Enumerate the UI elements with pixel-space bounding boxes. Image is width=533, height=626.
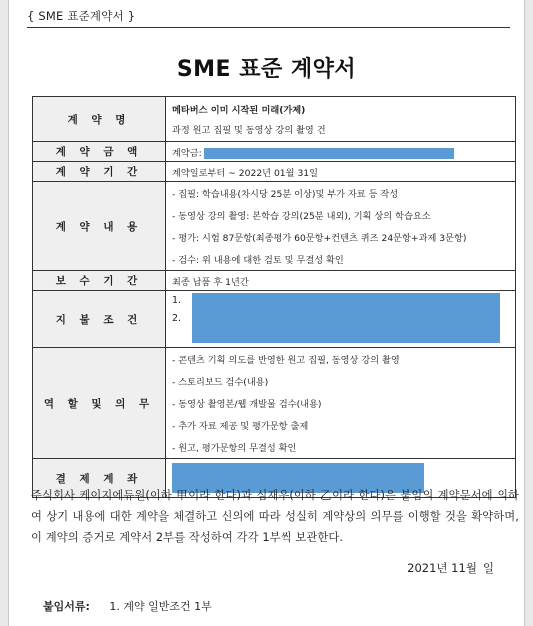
role-item: - 콘텐츠 기획 의도를 반영한 원고 집필, 동영상 강의 촬영 bbox=[172, 355, 400, 366]
label-contract-amount: 계 약 금 액 bbox=[33, 142, 166, 162]
contract-table bbox=[32, 96, 516, 498]
role-item: - 스토리보드 검수(내용) bbox=[172, 377, 269, 388]
payment-redaction bbox=[192, 293, 500, 343]
attachments-label: 붙임서류: bbox=[43, 600, 90, 613]
role-item: - 동영상 촬영본/웹 개발물 검수(내용) bbox=[172, 399, 322, 410]
value-roles bbox=[166, 348, 516, 459]
content-item: - 평가: 시험 87문항(최종평가 60문항+컨텐츠 퀴즈 24문항+과제 3문항) bbox=[172, 233, 467, 244]
value-reward-period: 최종 납품 후 1년간 bbox=[166, 271, 516, 291]
contract-name-line2: 과정 원고 집필 및 동영상 강의 촬영 건 bbox=[172, 125, 326, 136]
label-contract-name: 계 약 명 bbox=[33, 97, 166, 142]
document-page bbox=[8, 0, 525, 626]
value-contract-amount bbox=[166, 142, 516, 162]
attachments-value: 1. 계약 일반조건 1부 bbox=[109, 600, 212, 613]
amount-redaction bbox=[204, 148, 454, 159]
value-payment-terms bbox=[166, 291, 516, 348]
contract-name-line1: 메타버스 이미 시작된 미래(가제) bbox=[172, 105, 306, 116]
row-contract-content bbox=[33, 182, 516, 271]
content-item: - 집필: 학습내용(차시당 25분 이상)및 부가 자료 등 작성 bbox=[172, 189, 399, 200]
label-roles: 역 할 및 의 무 bbox=[33, 348, 166, 459]
label-contract-period: 계 약 기 간 bbox=[33, 162, 166, 182]
payment-number-2: 2. bbox=[172, 313, 182, 324]
role-item: - 원고, 평가문항의 무결성 확인 bbox=[172, 443, 297, 454]
row-contract-name bbox=[33, 97, 516, 142]
row-roles bbox=[33, 348, 516, 459]
header-divider bbox=[27, 27, 510, 28]
value-contract-name bbox=[166, 97, 516, 142]
signing-date: 2021년 11월 일 bbox=[407, 561, 494, 575]
attachments bbox=[43, 598, 212, 614]
row-contract-period bbox=[33, 162, 516, 182]
row-reward-period bbox=[33, 271, 516, 291]
label-reward-period: 보 수 기 간 bbox=[33, 271, 166, 291]
label-payment-terms: 지 불 조 건 bbox=[33, 291, 166, 348]
value-contract-content bbox=[166, 182, 516, 271]
doc-category-tag: { SME 표준계약서 } bbox=[27, 9, 136, 23]
label-payment-account: 결 제 계 좌 bbox=[33, 459, 166, 498]
row-contract-amount bbox=[33, 142, 516, 162]
label-contract-content: 계 약 내 용 bbox=[33, 182, 166, 271]
value-contract-period: 계약일로부터 ~ 2022년 01월 31일 bbox=[166, 162, 516, 182]
amount-prefix: 계약금: bbox=[172, 147, 202, 159]
content-item: - 검수: 위 내용에 대한 검토 및 무결성 확인 bbox=[172, 255, 344, 266]
row-payment-terms bbox=[33, 291, 516, 348]
agreement-paragraph: 주식회사 케이지에듀원(이하 甲이라 한다)과 심재우(이하 乙이라 한다)은 붙임의 계약문서에 의하여 상기 내용에 대한 계약을 체결하고 신의에 따라 성실히 계약상의 의무를 이행할 것을 확약하며, 이 계약의 증거로 계약서 2부를 작성하여 각각 1부씩 보관한다. bbox=[31, 489, 519, 544]
role-item: - 추가 자료 제공 및 평가문항 출제 bbox=[172, 421, 309, 432]
content-item: - 동영상 강의 촬영: 본학습 강의(25분 내외), 기획 상의 학습요소 bbox=[172, 211, 431, 222]
payment-number-1: 1. bbox=[172, 295, 182, 306]
page-title: SME 표준 계약서 bbox=[176, 57, 357, 82]
